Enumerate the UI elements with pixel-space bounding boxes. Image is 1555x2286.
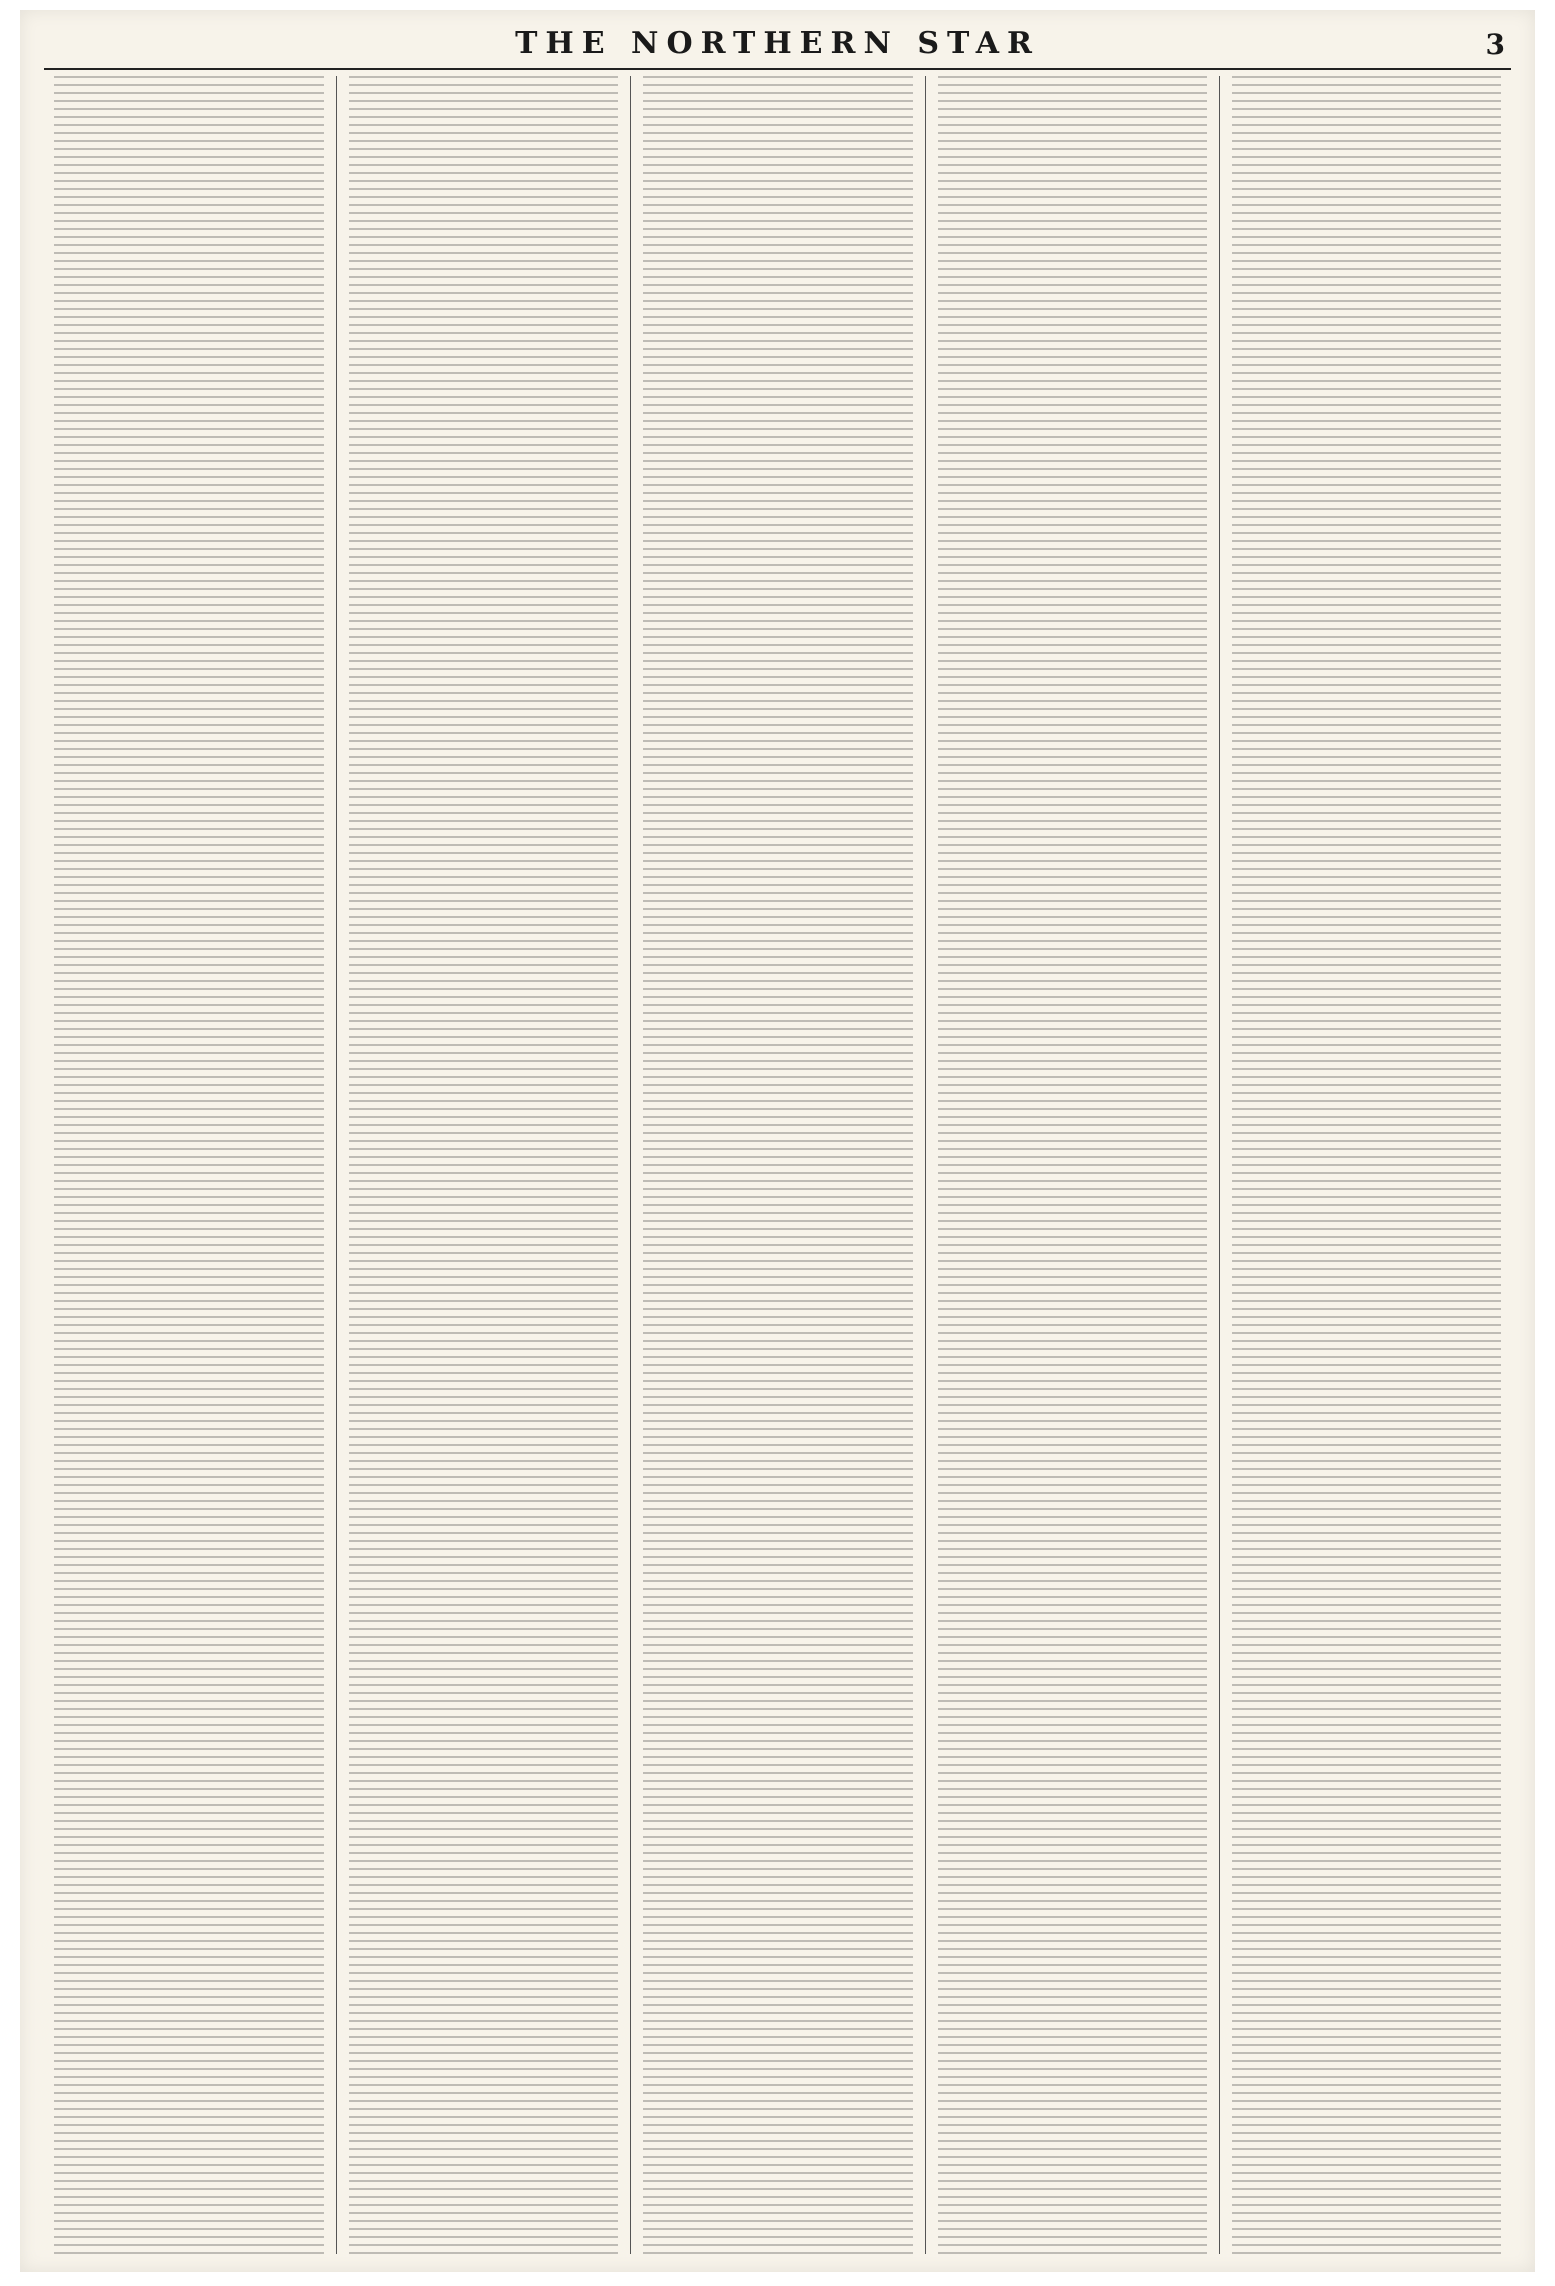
column (1219, 76, 1513, 2254)
column (42, 76, 336, 2254)
column (630, 76, 924, 2254)
column-text-block (54, 76, 324, 2254)
column-text-block (938, 76, 1207, 2254)
column (925, 76, 1219, 2254)
column-text-block (1232, 76, 1501, 2254)
masthead (44, 24, 1511, 70)
page-number: 3 (1485, 28, 1505, 61)
newspaper-page (20, 10, 1535, 2272)
column-grid (42, 76, 1513, 2254)
column-text-block (349, 76, 618, 2254)
paper-title: THE NORTHERN STAR (515, 26, 1040, 61)
column (336, 76, 630, 2254)
column-text-block (643, 76, 912, 2254)
